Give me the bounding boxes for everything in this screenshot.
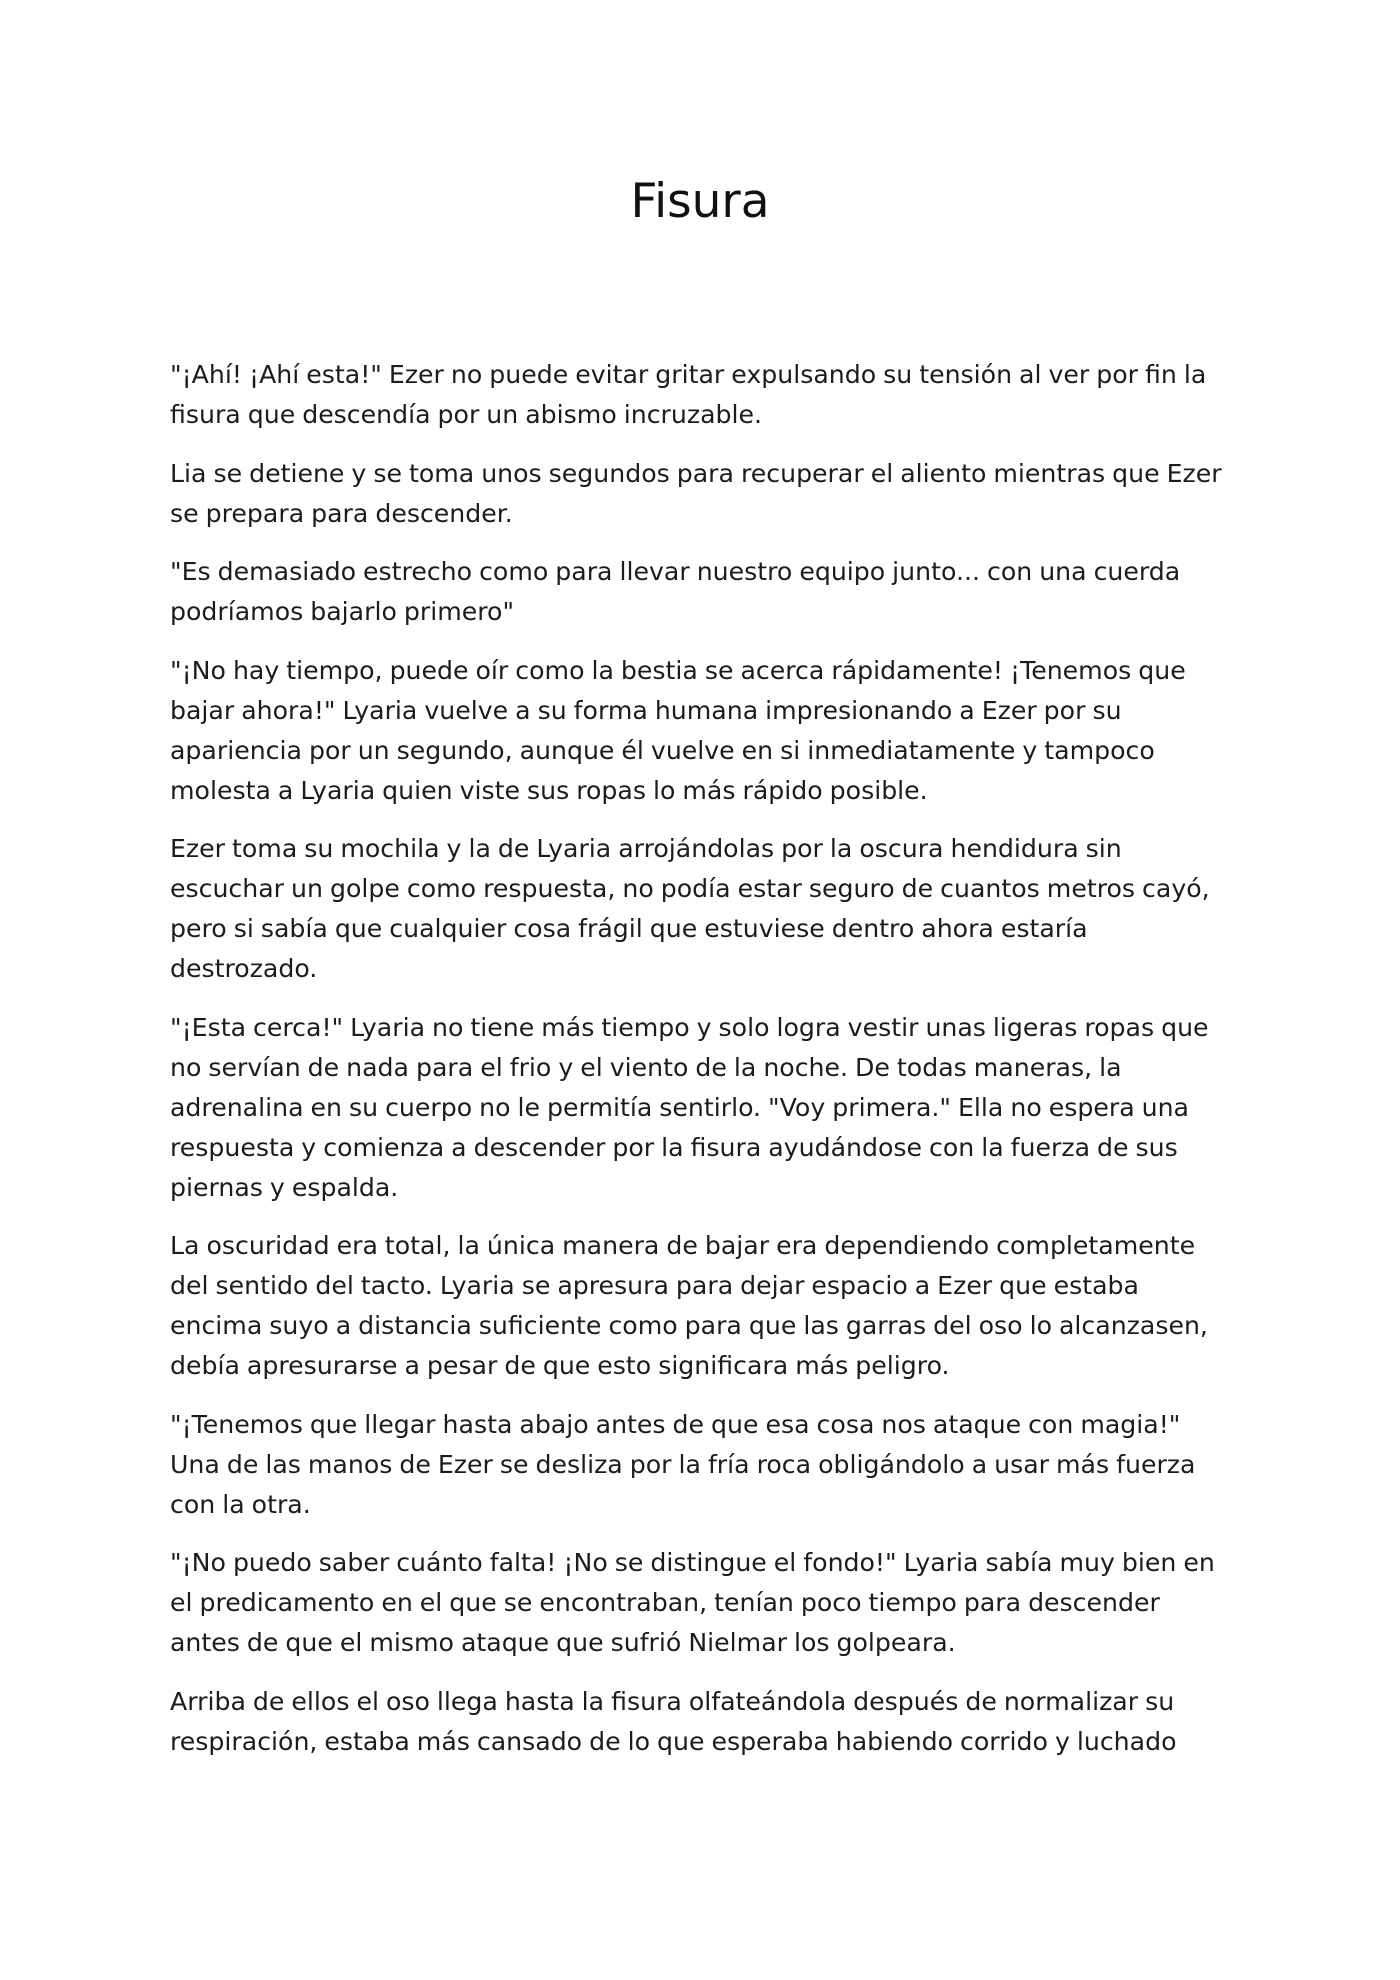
page-title: Fisura bbox=[630, 174, 770, 229]
paragraph: La oscuridad era total, la única manera de bajar era dependiendo completamente del sentido del tacto. Lyaria se apresura para dejar espacio a Ezer que estaba encima suyo a distancia suficiente como para que las garras del oso lo alcanzasen, debía apresurarse a pesar de que esto significara más peligro. bbox=[170, 1231, 1208, 1380]
paragraph: Arriba de ellos el oso llega hasta la fisura olfateándola después de normalizar su respiración, estaba más cansado de lo que esperaba habiendo corrido y luchado bbox=[170, 1686, 1177, 1756]
paragraph: "¡Esta cerca!" Lyaria no tiene más tiempo y solo logra vestir unas ligeras ropas que no servían de nada para el frio y el viento de la noche. De todas maneras, la adrenalina en su cuerpo no le permitía sentirlo. "Voy primera." Ella no espera una respuesta y comienza a descender por la fisura ayudándose con la fuerza de sus piernas y espalda. bbox=[170, 1012, 1209, 1202]
paragraph: "Es demasiado estrecho como para llevar nuestro equipo junto... con una cuerda podríamos bajarlo primero" bbox=[170, 557, 1181, 626]
paragraph: "¡No puedo saber cuánto falta! ¡No se distingue el fondo!" Lyaria sabía muy bien en el predicamento en el que se encontraban, tenían poco tiempo para descender antes de que el mismo ataque que sufrió Nielmar los golpeara. bbox=[170, 1548, 1215, 1657]
paragraph: "¡Ahí! ¡Ahí esta!" Ezer no puede evitar gritar expulsando su tensión al ver por fin la fisura que descendía por un abismo incruzable. bbox=[170, 360, 1207, 429]
paragraph: "¡No hay tiempo, puede oír como la bestia se acerca rápidamente! ¡Tenemos que bajar ahora!" Lyaria vuelve a su forma humana impresionando a Ezer por su apariencia por un segundo, aunque él vuelve en si inmediatamente y tampoco molesta a Lyaria quien viste sus ropas lo más rápido posible. bbox=[170, 655, 1186, 805]
paragraph: "¡Tenemos que llegar hasta abajo antes de que esa cosa nos ataque con magia!" Una de las manos de Ezer se desliza por la fría roca obligándolo a usar más fuerza con la otra. bbox=[170, 1409, 1196, 1519]
paragraph: Lia se detiene y se toma unos segundos para recuperar el aliento mientras que Ezer se prepara para descender. bbox=[170, 458, 1222, 528]
document-body bbox=[170, 355, 1235, 1780]
paragraph: Ezer toma su mochila y la de Lyaria arrojándolas por la oscura hendidura sin escuchar un golpe como respuesta, no podía estar seguro de cuantos metros cayó, pero si sabía que cualquier cosa frágil que estuviese dentro ahora estaría destrozado. bbox=[170, 834, 1210, 983]
